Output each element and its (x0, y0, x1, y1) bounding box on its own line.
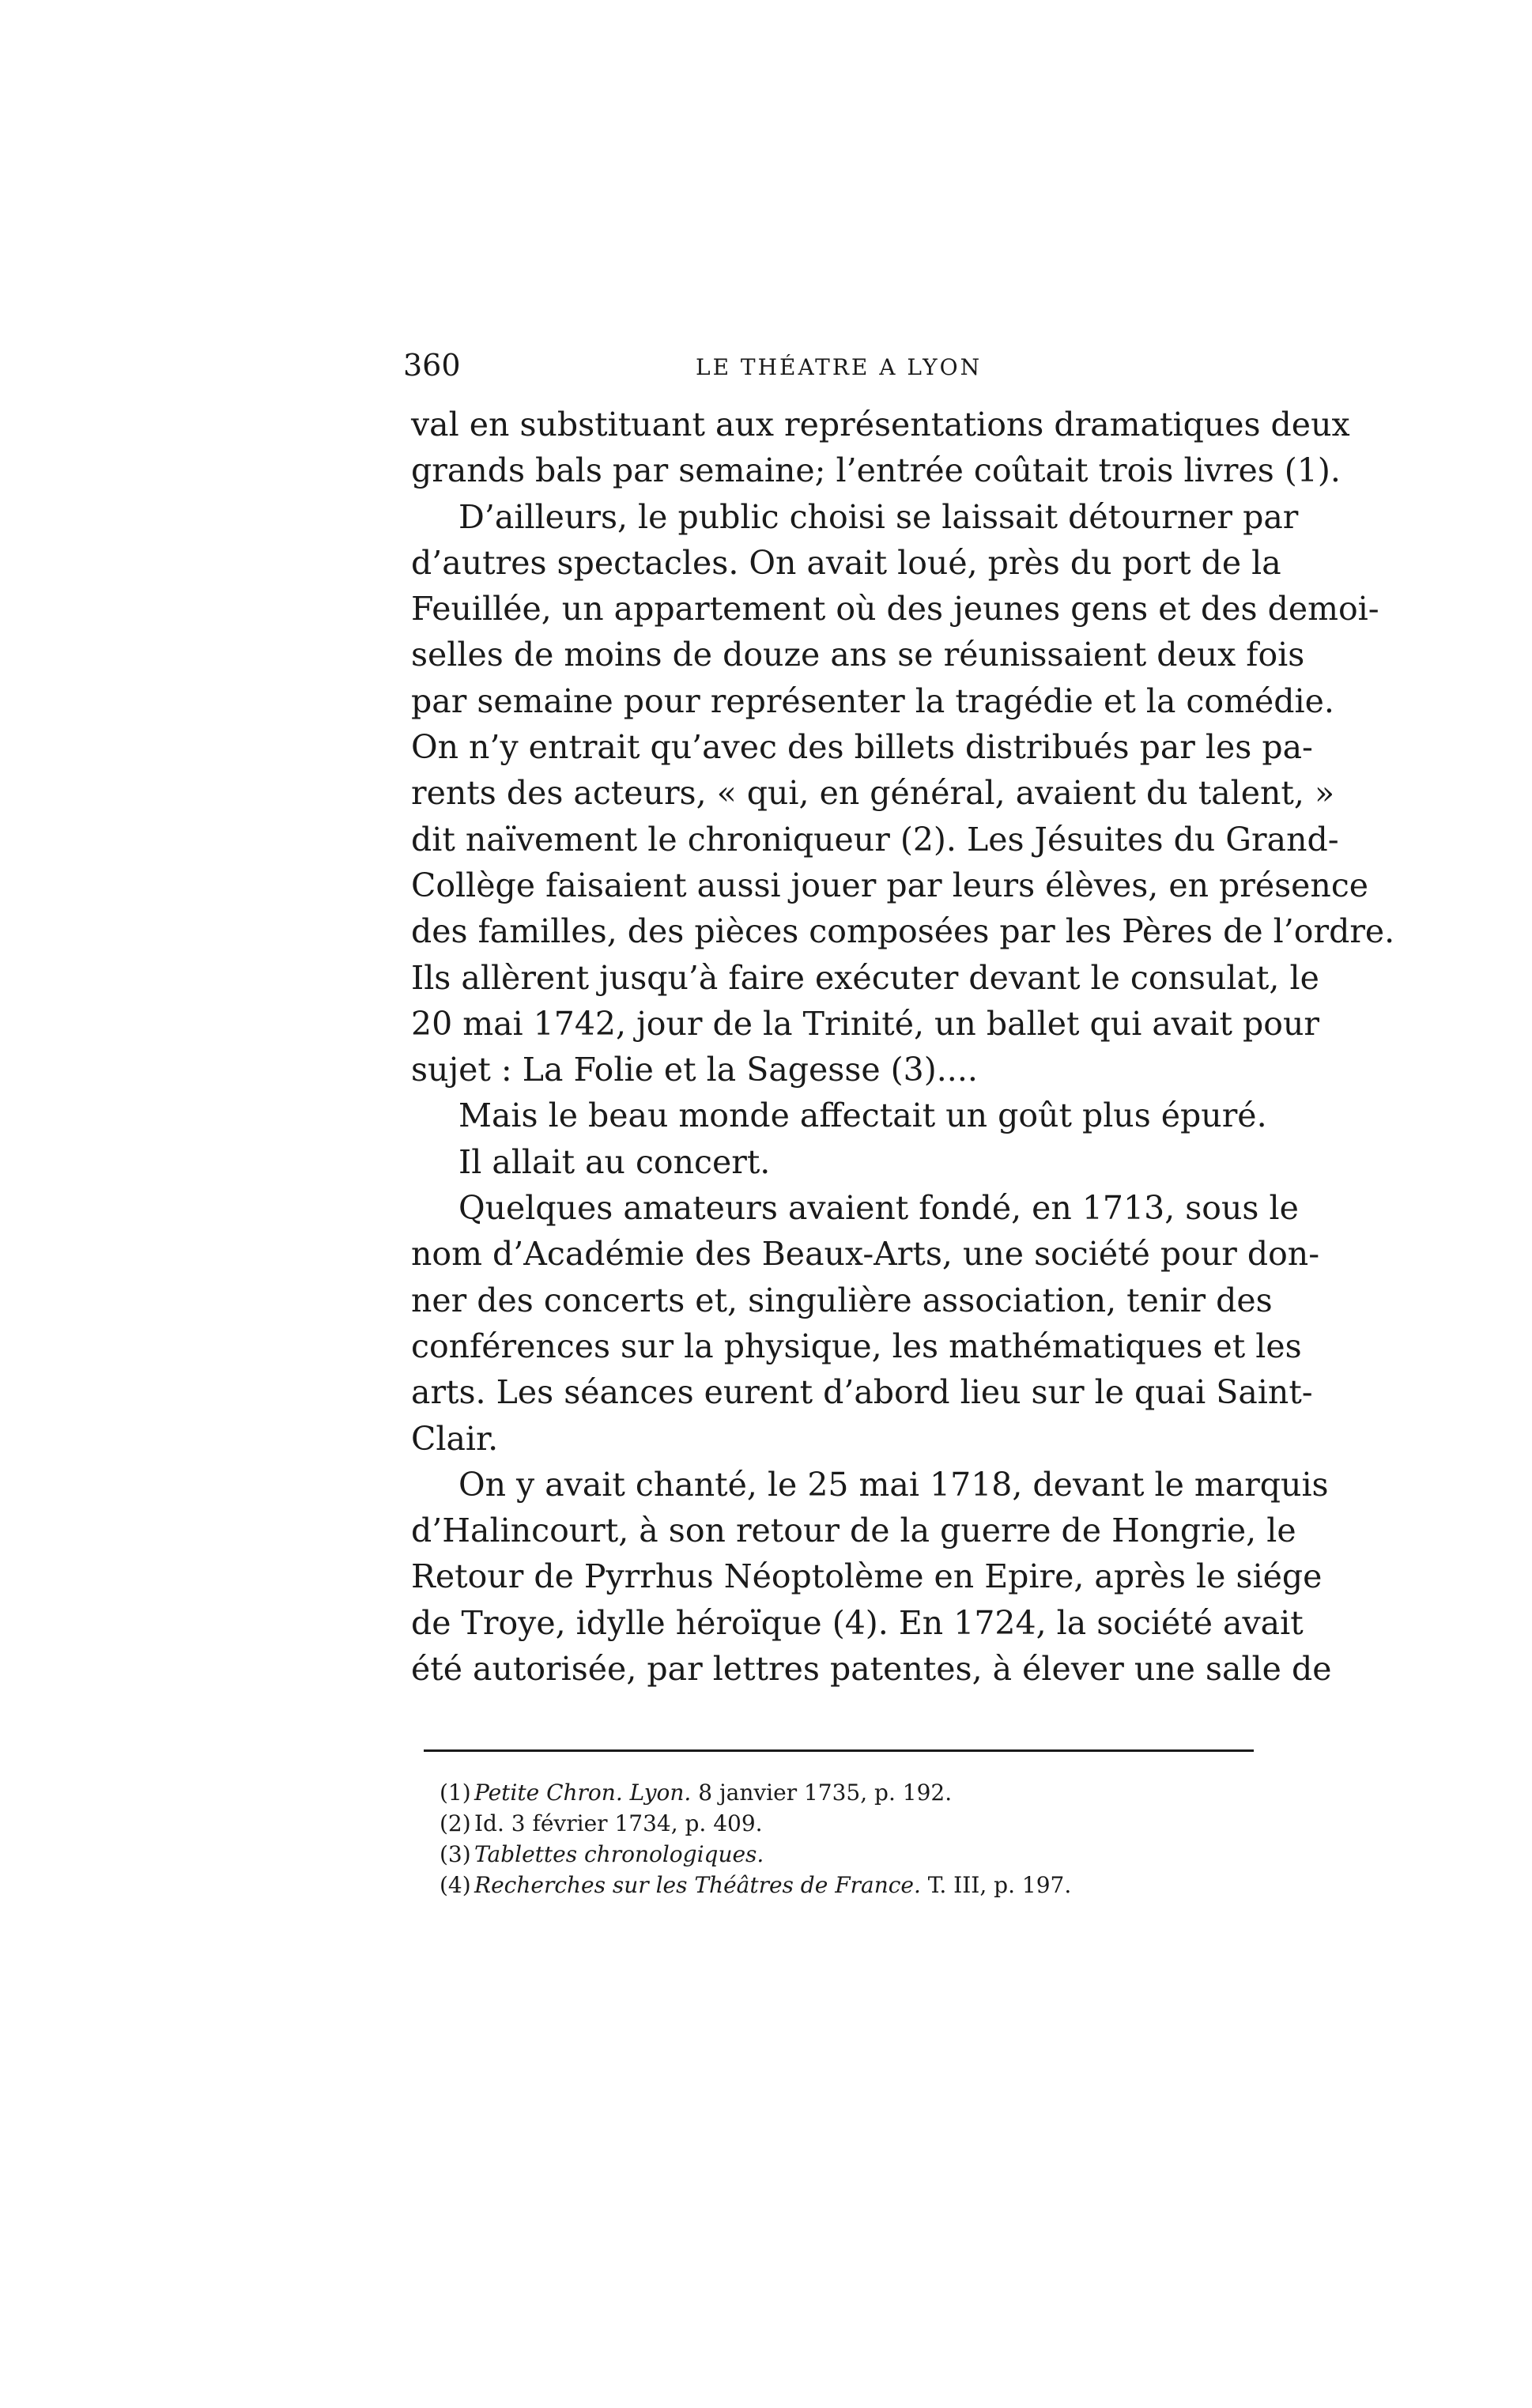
text-line: ner des concerts et, singulière association, tenir des (411, 1281, 1273, 1319)
text-line: conférences sur la physique, les mathématiques et les (411, 1327, 1302, 1365)
footnote-number: (4) (440, 1872, 471, 1898)
footnote (440, 1870, 1230, 1900)
footnote (440, 1839, 1230, 1870)
text-line: grands bals par semaine; l’entrée coûtait trois livres (1). (411, 451, 1341, 490)
text-line: Feuillée, un appartement où des jeunes gens et des demoi- (411, 590, 1379, 628)
text-line: été autorisée, par lettres patentes, à élever une salle de (411, 1650, 1332, 1689)
footnote-detail: 8 janvier 1735, p. 192. (691, 1780, 953, 1806)
text-line: par semaine pour représenter la tragédie et la comédie. (411, 681, 1334, 720)
text-line: d’autres spectacles. On avait loué, près du port de la (411, 543, 1281, 582)
text-line: val en substituant aux représentations dramatiques deux (411, 406, 1350, 443)
footnotes (440, 1777, 1230, 1900)
text-line: dit naïvement le chroniqueur (2). Les Jésuites du Grand- (411, 820, 1339, 859)
text-line: sujet : La Folie et la Sagesse (3).... (411, 1051, 978, 1089)
text-line: de Troye, idylle héroïque (4). En 1724, la société avait (411, 1603, 1304, 1642)
footnote-number: (2) (440, 1810, 471, 1836)
text-line: d’Halincourt, à son retour de la guerre de Hongrie, le (411, 1512, 1296, 1550)
footnote-rule (424, 1749, 1254, 1752)
footnote-number: (1) (440, 1780, 471, 1806)
footnote-detail: T. III, p. 197. (920, 1872, 1072, 1898)
footnote-number: (3) (440, 1841, 471, 1867)
text-line: D’ailleurs, le public choisi se laissait détourner par (458, 497, 1299, 536)
text-line: Quelques amateurs avaient fondé, en 1713, sous le (458, 1189, 1299, 1228)
text-line: Il allait au concert. (458, 1142, 771, 1181)
text-line: On n’y entrait qu’avec des billets distribués par les pa- (411, 728, 1313, 767)
text-line: selles de moins de douze ans se réunissaient deux fois (411, 636, 1305, 674)
text-line: Ils allèrent jusqu’à faire exécuter devant le consulat, le (411, 958, 1319, 997)
footnote-detail: Id. 3 février 1734, p. 409. (474, 1810, 763, 1836)
footnote (440, 1777, 1230, 1808)
footnote-source: Tablettes chronologiques. (474, 1841, 764, 1867)
text-line: nom d’Académie des Beaux-Arts, une société pour don- (411, 1235, 1320, 1274)
text-line: rents des acteurs, « qui, en général, avaient du talent, » (411, 774, 1335, 813)
text-line: Clair. (411, 1419, 499, 1458)
footnote (440, 1808, 1230, 1839)
footnote-source: Recherches sur les Théâtres de France. (474, 1872, 921, 1898)
page-header (403, 348, 1257, 395)
text-line: 20 mai 1742, jour de la Trinité, un ballet qui avait pour (411, 1004, 1319, 1043)
text-line: arts. Les séances eurent d’abord lieu sur le quai Saint- (411, 1373, 1313, 1412)
text-line: On y avait chanté, le 25 mai 1718, devant le marquis (458, 1465, 1329, 1504)
text-line: Retour de Pyrrhus Néoptolème en Epire, après le siége (411, 1557, 1323, 1596)
text-line: Mais le beau monde affectait un goût plus épuré. (458, 1096, 1267, 1135)
text-line: Collège faisaient aussi jouer par leurs élèves, en présence (411, 866, 1369, 904)
running-title: LE THÉATRE A LYON (696, 354, 983, 380)
body-text (411, 402, 1395, 1692)
footnote-source: Petite Chron. Lyon. (474, 1780, 692, 1806)
text-line: des familles, des pièces composées par les Pères de l’ordre. (411, 912, 1395, 951)
page-number: 360 (403, 348, 461, 383)
